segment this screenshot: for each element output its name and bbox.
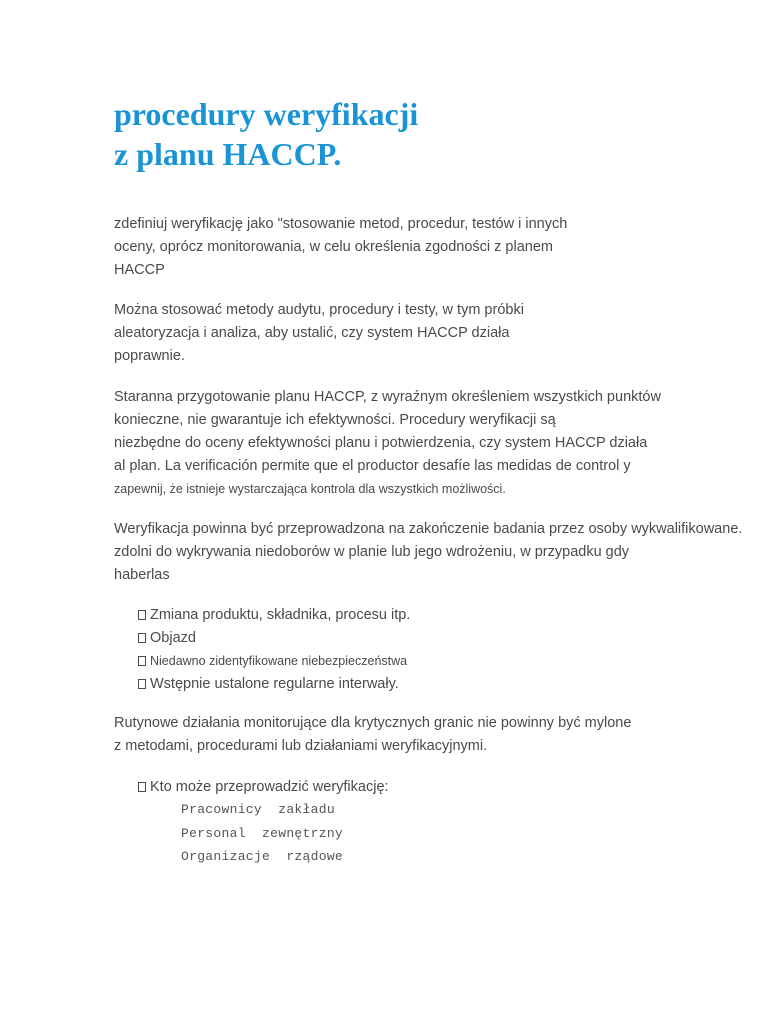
missing-glyph-box-icon xyxy=(138,656,146,666)
verifiers-list xyxy=(181,798,343,869)
list-item xyxy=(138,650,410,673)
title-line: procedury weryfikacji xyxy=(114,96,419,132)
missing-glyph-box-icon xyxy=(138,679,146,689)
list-item-text: Zmiana produktu, składnika, procesu itp. xyxy=(150,607,411,623)
verification-triggers-list xyxy=(138,604,410,696)
text-line: Staranna przygotowanie planu HACCP, z wyraźnym określeniem wszystkich punktów xyxy=(114,389,661,405)
missing-glyph-box-icon xyxy=(138,782,146,792)
list-item xyxy=(138,627,410,650)
verifier-item: Organizacje rządowe xyxy=(181,849,344,864)
text-line: HACCP xyxy=(114,262,165,278)
page-title xyxy=(114,94,418,174)
text-line: haberlas xyxy=(114,567,170,583)
text-line: poprawnie. xyxy=(114,348,185,364)
text-line: al plan. La verificación permite que el productor desafíe las medidas de control y xyxy=(114,458,631,474)
verifier-item: Personal zewnętrzny xyxy=(181,825,344,841)
text-line: konieczne, nie gwarantuje ich efektywności. Procedury weryfikacji są xyxy=(114,412,556,428)
text-line: zdefiniuj weryfikację jako "stosowanie metod, procedur, testów i innych xyxy=(114,216,568,232)
text-line: zdolni do wykrywania niedoborów w planie lub jego wdrożeniu, w przypadku gdy xyxy=(114,544,630,560)
paragraph-monitoring-vs-verification xyxy=(114,712,631,758)
text-line: Weryfikacja powinna być przeprowadzona na zakończenie badania przez osoby wykwalifikowane. xyxy=(114,521,743,537)
text-line: z metodami, procedurami lub działaniami weryfikacyjnymi. xyxy=(114,738,488,754)
missing-glyph-box-icon xyxy=(138,633,146,643)
who-verifies-list xyxy=(138,776,389,799)
list-item xyxy=(138,604,410,627)
paragraph-audit-methods xyxy=(114,299,524,368)
text-line: oceny, oprócz monitorowania, w celu określenia zgodności z planem xyxy=(114,239,553,255)
verifier-item: Pracownicy zakładu xyxy=(181,802,335,817)
missing-glyph-box-icon xyxy=(138,610,146,620)
list-item-text: Niedawno zidentyfikowane niebezpieczeństwa xyxy=(150,654,408,668)
list-item-text: Wstępnie ustalone regularne interwały. xyxy=(150,676,399,692)
title-line: z planu HACCP. xyxy=(114,136,342,172)
paragraph-plan-effectiveness xyxy=(114,386,661,501)
text-line: aleatoryzacja i analiza, aby ustalić, czy system HACCP działa xyxy=(114,325,510,341)
paragraph-qualified-staff xyxy=(114,518,742,587)
list-item-text: Kto może przeprowadzić weryfikację: xyxy=(150,779,389,795)
text-line: Rutynowe działania monitorujące dla krytycznych granic nie powinny być mylone xyxy=(114,715,632,731)
paragraph-verification-definition xyxy=(114,213,567,282)
text-line: zapewnij, że istnieje wystarczająca kontrola dla wszystkich możliwości. xyxy=(114,482,506,496)
list-item-text: Objazd xyxy=(150,630,196,646)
list-item xyxy=(138,776,389,799)
text-line: Można stosować metody audytu, procedury i testy, w tym próbki xyxy=(114,302,524,318)
text-line: niezbędne do oceny efektywności planu i potwierdzenia, czy system HACCP działa xyxy=(114,435,648,451)
list-item xyxy=(138,673,410,696)
